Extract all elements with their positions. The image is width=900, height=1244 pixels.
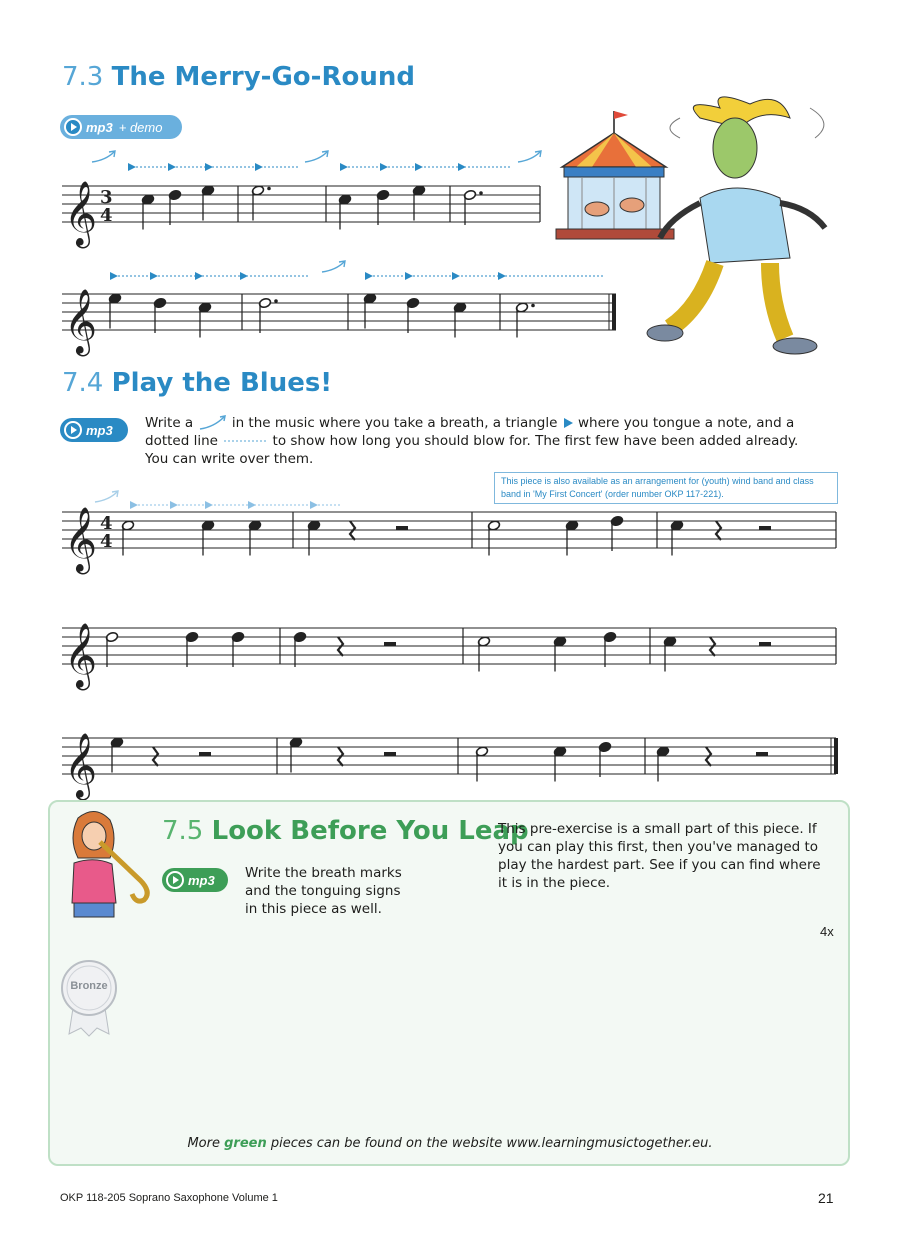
note-text: More [187, 1136, 220, 1151]
treble-clef-icon: 𝄞 [64, 289, 98, 354]
note [406, 297, 419, 333]
triangle-icon [248, 501, 256, 509]
triangle-icon [562, 417, 574, 429]
triangle-icon [498, 272, 506, 280]
note [105, 631, 118, 667]
bronze-badge [59, 958, 119, 1038]
demo-label: + demo [118, 119, 163, 135]
staff-7-4-1 [62, 507, 836, 574]
breath-mark-icon [305, 152, 327, 162]
staff-7-3-1 [62, 181, 540, 248]
instr-text: to show how long you should blow for. The first few have been added already. [272, 433, 799, 449]
note [201, 520, 214, 556]
time-signature-bottom: 4 [100, 531, 113, 552]
note [289, 737, 302, 773]
treble-clef-icon: 𝄞 [64, 733, 98, 798]
note [198, 302, 211, 338]
triangle-icon [168, 163, 176, 171]
play-icon [166, 871, 184, 889]
note [656, 746, 669, 782]
note [251, 185, 270, 221]
section-title: Play the Blues! [111, 368, 333, 398]
triangle-icon [365, 272, 373, 280]
note [141, 194, 154, 230]
triangle-icon [452, 272, 460, 280]
instr-text: in the music where you take a breath, a triangle [231, 415, 558, 431]
heading-7-4 [62, 368, 332, 398]
time-signature-top: 3 [100, 187, 113, 208]
note-text: pieces can be found on the website www.learningmusictogether.eu. [270, 1136, 713, 1151]
triangle-icon [205, 501, 213, 509]
note [185, 631, 198, 667]
instructions-7-5: Write the breath marks and the tonguing signs in this piece as well. [245, 865, 402, 917]
note [363, 293, 376, 329]
staff-7-3-2 [62, 289, 616, 356]
mp3-label: mp3 [86, 422, 113, 438]
note [376, 189, 389, 225]
time-signature-top: 4 [100, 513, 113, 534]
footer-left: OKP 118-205 Soprano Saxophone Volume 1 [60, 1192, 278, 1204]
treble-clef-icon: 𝄞 [64, 623, 98, 688]
section-title: The Merry-Go-Round [111, 62, 415, 92]
note [670, 520, 683, 556]
instr-text: dotted line [145, 433, 218, 449]
triangle-icon [255, 163, 263, 171]
note [121, 520, 134, 556]
triangle-icon [128, 163, 136, 171]
mp3-label: mp3 [86, 119, 113, 135]
breath-mark-icon [92, 152, 114, 162]
half-rest-icon [759, 526, 771, 530]
note [487, 520, 500, 556]
note [610, 515, 623, 551]
note [603, 631, 616, 667]
triangle-icon [205, 163, 213, 171]
note [553, 746, 566, 782]
badge-label: Bronze [70, 980, 108, 992]
breath-mark-icon [322, 262, 344, 272]
mp3-button[interactable] [162, 868, 228, 892]
dotted-line-icon [222, 437, 268, 445]
half-rest-icon [396, 526, 408, 530]
triangle-icon [130, 501, 138, 509]
note-highlight: green [224, 1136, 267, 1151]
note [338, 194, 351, 230]
note [168, 189, 181, 225]
triangle-icon [415, 163, 423, 171]
half-rest-icon [199, 752, 211, 756]
mp3-label: mp3 [188, 872, 215, 888]
note [248, 520, 261, 556]
girl-saxophone-illustration [60, 808, 160, 923]
website-note [0, 1136, 900, 1151]
pre-exercise-text: This pre-exercise is a small part of this piece. If you can play this first, then you've managed to play the hardest part. See if you can find where it is in the piece. [498, 821, 821, 891]
note [231, 631, 244, 667]
note [475, 746, 488, 782]
note [453, 302, 466, 338]
play-icon [64, 421, 82, 439]
half-rest-icon [384, 642, 396, 646]
treble-clef-icon: 𝄞 [64, 181, 98, 246]
triangle-icon [458, 163, 466, 171]
section-number: 7.3 [62, 62, 104, 92]
half-rest-icon [759, 642, 771, 646]
section-title: Look Before You Leap [211, 816, 529, 846]
half-rest-icon [756, 752, 768, 756]
note [293, 631, 306, 667]
note [515, 302, 534, 338]
breath-mark-icon [518, 152, 540, 162]
repeat-label: 4x [820, 924, 834, 939]
note [663, 636, 676, 672]
triangle-icon [240, 272, 248, 280]
triangle-icon [195, 272, 203, 280]
note [565, 520, 578, 556]
mp3-button[interactable] [60, 418, 128, 442]
triangle-icon [405, 272, 413, 280]
breath-mark-icon [95, 492, 117, 502]
instr-text: where you tongue a note, and a [578, 415, 795, 431]
note [307, 520, 320, 556]
time-signature-bottom: 4 [100, 205, 113, 226]
treble-clef-icon: 𝄞 [64, 507, 98, 572]
note [412, 185, 425, 221]
triangle-icon [170, 501, 178, 509]
breath-mark-icon [198, 415, 228, 431]
note [553, 636, 566, 672]
note [108, 293, 121, 329]
triangle-icon [310, 501, 318, 509]
triangle-icon [150, 272, 158, 280]
note [477, 636, 490, 672]
half-rest-icon [384, 752, 396, 756]
note [201, 185, 214, 221]
dizzy-man-illustration [640, 88, 860, 358]
triangle-icon [380, 163, 388, 171]
instructions-7-4 [145, 414, 825, 468]
staff-7-4-2 [62, 623, 836, 690]
section-number: 7.5 [162, 816, 204, 846]
instr-text: Write a [145, 415, 194, 431]
staff-7-4-3 [62, 733, 836, 800]
note [110, 737, 123, 773]
instr-text: You can write over them. [145, 451, 314, 467]
triangle-icon [110, 272, 118, 280]
note [153, 297, 166, 333]
page-number: 21 [818, 1190, 834, 1206]
section-number: 7.4 [62, 368, 104, 398]
note [598, 741, 611, 777]
arrangement-note: This piece is also available as an arrangement for (youth) wind band and class band in 'My First Concert' (order number OKP 117-221). [494, 472, 838, 504]
triangle-icon [340, 163, 348, 171]
heading-7-5 [162, 816, 529, 846]
